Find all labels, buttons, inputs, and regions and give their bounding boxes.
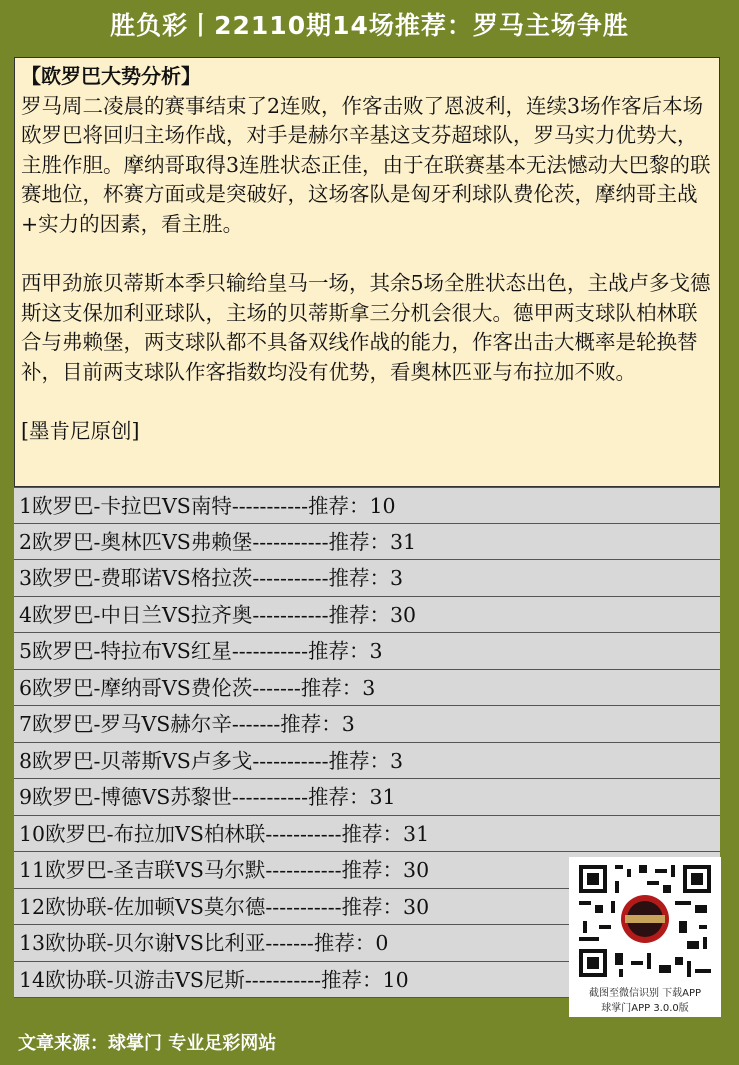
- qr-caption-line-2: 球掌门APP 3.0.0版: [601, 1003, 689, 1014]
- pick-row: 7欧罗巴-罗马VS赫尔辛-------推荐：3: [14, 706, 720, 743]
- pick-row: 8欧罗巴-贝蒂斯VS卢多戈-----------推荐：3: [14, 743, 720, 780]
- author-credit: [墨肯尼原创]: [21, 419, 140, 443]
- qr-caption-line-1: 截图至微信识别 下载APP: [588, 988, 702, 999]
- pick-row: 9欧罗巴-博德VS苏黎世-----------推荐：31: [14, 779, 720, 816]
- pick-row: 4欧罗巴-中日兰VS拉齐奥-----------推荐：30: [14, 597, 720, 634]
- qr-code-icon: [575, 861, 715, 981]
- analysis-heading: 【欧罗巴大势分析】: [21, 64, 201, 88]
- qr-code-panel[interactable]: [569, 857, 721, 1017]
- pick-row: 10欧罗巴-布拉加VS柏林联-----------推荐：31: [14, 816, 720, 853]
- pick-row: 1欧罗巴-卡拉巴VS南特-----------推荐：10: [14, 487, 720, 524]
- page-title: 胜负彩丨22110期14场推荐：罗马主场争胜: [110, 11, 629, 40]
- analysis-paragraph-2: 西甲劲旅贝蒂斯本季只输给皇马一场，其余5场全胜状态出色，主战卢多戈德斯这支保加利亚球队，主场的贝蒂斯拿三分机会很大。德甲两支球队柏林联合与弗赖堡，两支球队都不具备双线作战的能力，作客出击大概率是轮换替补，目前两支球队作客指数均没有优势，看奥林匹亚与布拉加不败。: [21, 271, 711, 384]
- analysis-box: [14, 57, 720, 487]
- pick-row: 6欧罗巴-摩纳哥VS费伦茨-------推荐：3: [14, 670, 720, 707]
- pick-row: 2欧罗巴-奥林匹VS弗赖堡-----------推荐：31: [14, 524, 720, 561]
- pick-row: 14欧协联-贝游击VS尼斯-----------推荐：10: [14, 962, 720, 999]
- pick-row: 11欧罗巴-圣吉联VS马尔默-----------推荐：30: [14, 852, 720, 889]
- pick-row: 3欧罗巴-费耶诺VS格拉茨-----------推荐：3: [14, 560, 720, 597]
- pick-row: 13欧协联-贝尔谢VS比利亚-------推荐：0: [14, 925, 720, 962]
- source-footer: 文章来源：球掌门 专业足彩网站: [18, 1033, 277, 1054]
- pick-row: 5欧罗巴-特拉布VS红星-----------推荐：3: [14, 633, 720, 670]
- analysis-paragraph-1: 罗马周二凌晨的赛事结束了2连败，作客击败了恩波利，连续3场作客后本场欧罗巴将回归主场作战，对手是赫尔辛基这支芬超球队，罗马实力优势大，主胜作胆。摩纳哥取得3连胜状态正佳，由于在联赛基本无法憾动大巴黎的联赛地位，杯赛方面或是突破好，这场客队是匈牙利球队费伦茨，摩纳哥主战+实力的因素，看主胜。: [21, 93, 711, 236]
- pick-row: 12欧协联-佐加顿VS莫尔德-----------推荐：30: [14, 889, 720, 926]
